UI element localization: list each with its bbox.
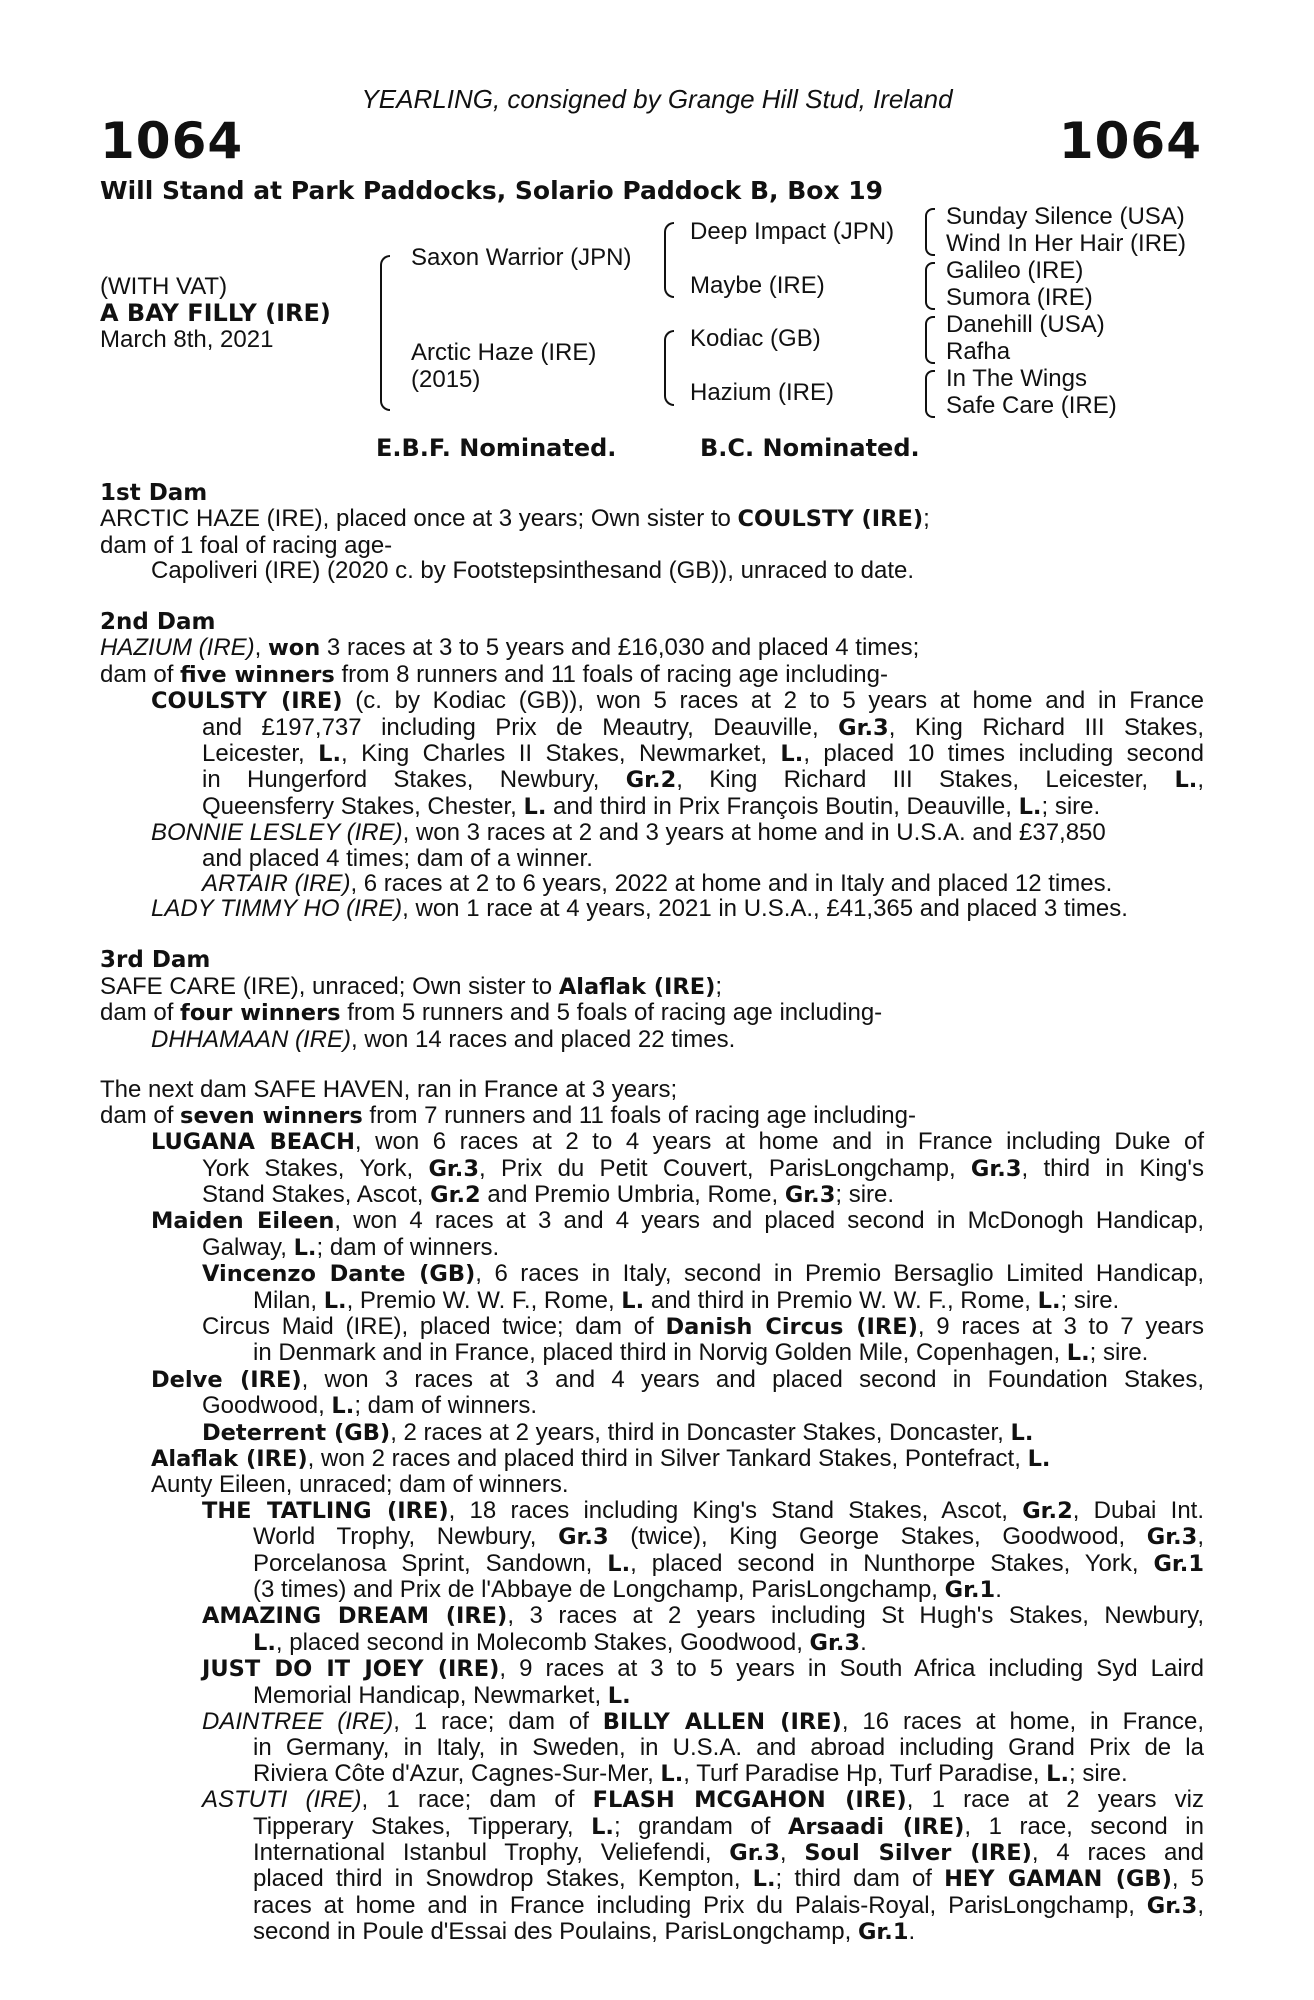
next-dam-line: LUGANA BEACH, won 6 races at 2 to 4 years at home and in France including Duke of (151, 1128, 1204, 1156)
stand-location: Will Stand at Park Paddocks, Solario Paddock B, Box 19 (100, 176, 884, 205)
brace-gen3-3 (925, 316, 935, 364)
second-dam-line: in Hungerford Stakes, Newbury, Gr.2, King Richard III Stakes, Leicester, L., (202, 766, 1204, 794)
second-dam-line: BONNIE LESLEY (IRE), won 3 races at 2 and 3 years at home and in U.S.A. and £37,850 (151, 819, 1106, 847)
next-dam-line: York Stakes, York, Gr.3, Prix du Petit Couvert, ParisLongchamp, Gr.3, third in King's (202, 1154, 1205, 1182)
second-dam-line: Leicester, L., King Charles II Stakes, Newmarket, L., placed 10 times including second (202, 740, 1204, 768)
vat-note: (WITH VAT) (100, 273, 228, 300)
consignment-line: YEARLING, consigned by Grange Hill Stud, Ireland (361, 84, 953, 114)
bc-nominated: B.C. Nominated. (700, 434, 920, 462)
sire-sire: Deep Impact (JPN) (690, 218, 895, 245)
next-dam-line: Memorial Handicap, Newmarket, L. (253, 1681, 631, 1709)
second-dam-line: dam of five winners from 8 runners and 11 foals of racing age including- (100, 660, 888, 688)
ebf-nominated: E.B.F. Nominated. (376, 434, 617, 462)
next-dam-line: Galway, L.; dam of winners. (202, 1233, 500, 1261)
dam-name: Arctic Haze (IRE) (411, 339, 597, 366)
brace-gen3-1 (925, 208, 935, 256)
next-dam-line: in Germany, in Italy, in Sweden, in U.S.A. and abroad including Grand Prix de la (253, 1734, 1204, 1762)
first-dam-line: Capoliveri (IRE) (2020 c. by Footstepsinthesand (GB)), unraced to date. (151, 557, 915, 585)
second-dam-line: Queensferry Stakes, Chester, L. and third in Prix François Boutin, Deauville, L.; sire. (202, 792, 1101, 820)
next-dam-line: (3 times) and Prix de l'Abbaye de Longchamp, ParisLongchamp, Gr.1. (253, 1576, 1002, 1604)
next-dam-line: Goodwood, L.; dam of winners. (202, 1392, 538, 1420)
first-dam-line: dam of 1 foal of racing age- (100, 531, 393, 559)
second-dam-line: ARTAIR (IRE), 6 races at 2 to 6 years, 2022 at home and in Italy and placed 12 times. (202, 870, 1113, 898)
next-dam-line: International Istanbul Trophy, Veliefendi, Gr.3, Soul Silver (IRE), 4 races and (253, 1839, 1204, 1867)
next-dam-line: placed third in Snowdrop Stakes, Kempton, L.; third dam of HEY GAMAN (GB), 5 (253, 1865, 1204, 1893)
foaling-date: March 8th, 2021 (100, 326, 274, 353)
second-dam-line: HAZIUM (IRE), won 3 races at 3 to 5 years and £16,030 and placed 4 times; (100, 634, 920, 662)
sire-dam-sire: Galileo (IRE) (946, 257, 1084, 284)
sire-sire-dam: Wind In Her Hair (IRE) (946, 230, 1187, 257)
next-dam-line: JUST DO IT JOEY (IRE), 9 races at 3 to 5 years in South Africa including Syd Laird (202, 1655, 1204, 1683)
third-dam-line: dam of four winners from 5 runners and 5 foals of racing age including- (100, 999, 883, 1027)
dam-sire-sire: Danehill (USA) (946, 311, 1105, 338)
next-dam-line: Milan, L., Premio W. W. F., Rome, L. and third in Premio W. W. F., Rome, L.; sire. (253, 1286, 1120, 1314)
first-dam-line: ARCTIC HAZE (IRE), placed once at 3 years; Own sister to COULSTY (IRE); (100, 505, 930, 533)
sire-sire-sire: Sunday Silence (USA) (946, 203, 1185, 230)
next-dam-line: The next dam SAFE HAVEN, ran in France at 3 years; (100, 1076, 678, 1104)
next-dam-line: Riviera Côte d'Azur, Cagnes-Sur-Mer, L., Turf Paradise Hp, Turf Paradise, L.; sire. (253, 1759, 1128, 1787)
dam-dam: Hazium (IRE) (690, 379, 835, 406)
next-dam-line: second in Poule d'Essai des Poulains, ParisLongchamp, Gr.1. (253, 1918, 916, 1946)
next-dam-line: Circus Maid (IRE), placed twice; dam of Danish Circus (IRE), 9 races at 3 to 7 years (202, 1312, 1204, 1340)
sire-dam: Maybe (IRE) (690, 272, 825, 299)
lot-number-right: 1064 (1058, 112, 1202, 170)
next-dam-line: Stand Stakes, Ascot, Gr.2 and Premio Umbria, Rome, Gr.3; sire. (202, 1180, 895, 1208)
lot-number-left: 1064 (100, 112, 244, 170)
second-dam-line: and placed 4 times; dam of a winner. (202, 844, 593, 872)
sire-dam-dam: Sumora (IRE) (946, 284, 1093, 311)
brace-gen3-2 (925, 262, 935, 310)
next-dam-line: Aunty Eileen, unraced; dam of winners. (151, 1471, 569, 1499)
catalogue-text (100, 480, 1204, 1946)
brace-gen3-4 (925, 370, 935, 418)
second-dam-line: LADY TIMMY HO (IRE), won 1 race at 4 years, 2021 in U.S.A., £41,365 and placed 3 times. (151, 895, 1128, 923)
second-dam-heading: 2nd Dam (100, 609, 216, 636)
third-dam-line: DHHAMAAN (IRE), won 14 races and placed 22 times. (151, 1025, 736, 1053)
third-dam-heading: 3rd Dam (100, 947, 211, 974)
dam-dam-sire: In The Wings (946, 365, 1087, 392)
next-dam-line: Vincenzo Dante (GB), 6 races in Italy, second in Premio Bersaglio Limited Handicap, (202, 1260, 1204, 1288)
next-dam-line: World Trophy, Newbury, Gr.3 (twice), King George Stakes, Goodwood, Gr.3, (253, 1523, 1205, 1551)
third-dam-line: SAFE CARE (IRE), unraced; Own sister to Alaflak (IRE); (100, 972, 723, 1000)
next-dam-line: Porcelanosa Sprint, Sandown, L., placed second in Nunthorpe Stakes, York, Gr.1 (253, 1549, 1204, 1577)
next-dam-line: Delve (IRE), won 3 races at 3 and 4 years and placed second in Foundation Stakes, (151, 1365, 1204, 1393)
next-dam-line: Alaflak (IRE), won 2 races and placed third in Silver Tankard Stakes, Pontefract, L. (151, 1444, 1051, 1472)
next-dam-line: DAINTREE (IRE), 1 race; dam of BILLY ALLEN (IRE), 16 races at home, in France, (202, 1708, 1204, 1736)
horse-name: A BAY FILLY (IRE) (100, 299, 331, 327)
dam-sire: Kodiac (GB) (690, 325, 821, 352)
next-dam-line: in Denmark and in France, placed third in Norvig Golden Mile, Copenhagen, L.; sire. (253, 1339, 1149, 1367)
second-dam-line: COULSTY (IRE) (c. by Kodiac (GB)), won 5 races at 2 to 5 years at home and in France (151, 687, 1205, 715)
next-dam-line: Deterrent (GB), 2 races at 2 years, third in Doncaster Stakes, Doncaster, L. (202, 1418, 1034, 1446)
dam-year: (2015) (411, 366, 481, 393)
brace-gen1 (380, 255, 390, 411)
next-dam-line: Tipperary Stakes, Tipperary, L.; grandam of Arsaadi (IRE), 1 race, second in (253, 1812, 1204, 1840)
next-dam-line: Maiden Eileen, won 4 races at 3 and 4 years and placed second in McDonogh Handicap, (151, 1207, 1204, 1235)
sire-name: Saxon Warrior (JPN) (411, 244, 632, 271)
next-dam-line: THE TATLING (IRE), 18 races including King's Stand Stakes, Ascot, Gr.2, Dubai Int. (202, 1496, 1204, 1524)
second-dam-line: and £197,737 including Prix de Meautry, Deauville, Gr.3, King Richard III Stakes, (202, 713, 1204, 741)
dam-sire-dam: Rafha (946, 338, 1011, 365)
next-dam-line: dam of seven winners from 7 runners and 11 foals of racing age including- (100, 1101, 916, 1129)
brace-sire-side (664, 222, 674, 298)
first-dam-heading: 1st Dam (100, 480, 208, 506)
brace-dam-side (664, 330, 674, 406)
next-dam-line: ASTUTI (IRE), 1 race; dam of FLASH MCGAHON (IRE), 1 race at 2 years viz (202, 1786, 1204, 1814)
dam-dam-dam: Safe Care (IRE) (946, 392, 1117, 419)
next-dam-line: AMAZING DREAM (IRE), 3 races at 2 years including St Hugh's Stakes, Newbury, (202, 1602, 1204, 1630)
next-dam-line: races at home and in France including Prix du Palais-Royal, ParisLongchamp, Gr.3, (253, 1891, 1204, 1919)
next-dam-line: L., placed second in Molecomb Stakes, Goodwood, Gr.3. (253, 1628, 867, 1656)
